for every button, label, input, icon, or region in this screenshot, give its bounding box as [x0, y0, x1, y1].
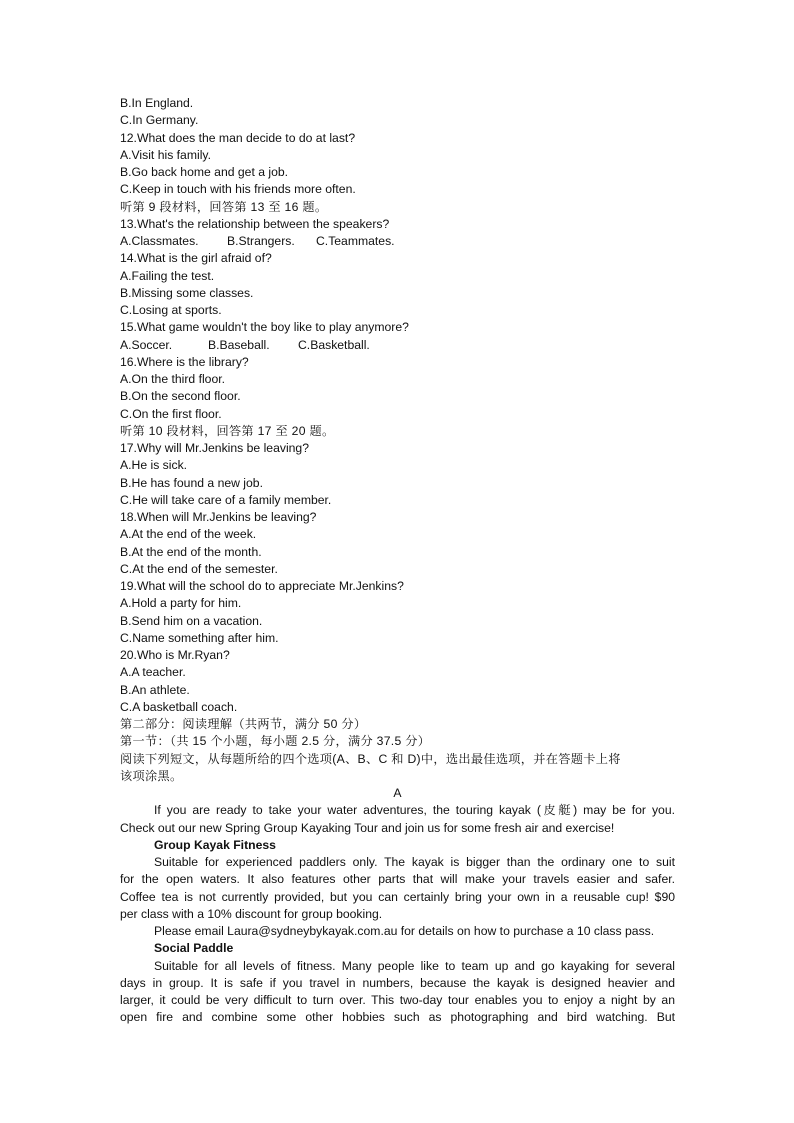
question-19: 19.What will the school do to appreciate Mr.Jenkins? — [120, 579, 404, 593]
reading-instruction: 阅读下列短文，从每题所给的四个选项(A、B、C 和 D)中，选出最佳选项，并在答题卡上将 — [120, 751, 621, 766]
paragraph-line: larger, it could be very difficult to turn over. This two-day tour enables you to enjoy a night by an — [120, 993, 675, 1007]
paragraph-line: for the open waters. It also features other parts that will make your travels easier and safer. — [120, 872, 675, 887]
text-line: A.Hold a party for him. — [120, 596, 242, 611]
text-line: C.Keep in touch with his friends more often. — [120, 182, 356, 197]
passage-intro-line: Check out our new Spring Group Kayaking Tour and join us for some fresh air and exercise! — [120, 820, 615, 835]
text-line: B.Send him on a vacation. — [120, 613, 263, 628]
section-instruction: 听第 9 段材料，回答第 13 至 16 题。 — [120, 199, 328, 214]
text-line: C.On the first floor. — [120, 406, 222, 421]
text-line: A.He is sick. — [120, 458, 188, 473]
heading-group-kayak-fitness: Group Kayak Fitness — [154, 837, 276, 852]
text-line: A.On the third floor. — [120, 372, 226, 386]
question-15: 15.What game wouldn't the boy like to play anymore? — [120, 320, 409, 335]
question-17: 17.Why will Mr.Jenkins be leaving? — [120, 441, 309, 455]
text-line: B.At the end of the month. — [120, 544, 262, 559]
paragraph-email-line: Please email Laura@sydneybykayak.com.au for details on how to purchase a 10 class pass. — [154, 924, 655, 938]
passage-intro-line: If you are ready to take your water adventures, the touring kayak (皮艇) may be for you. — [154, 803, 675, 818]
passage-letter: A — [393, 786, 402, 800]
text-line: B.On the second floor. — [120, 389, 241, 404]
question-13: 13.What's the relationship between the speakers? — [120, 216, 390, 231]
text-line: C.Losing at sports. — [120, 303, 222, 317]
question-20: 20.Who is Mr.Ryan? — [120, 648, 230, 662]
paragraph-line: per class with a 10% discount for group booking. — [120, 906, 383, 921]
heading-social-paddle: Social Paddle — [154, 941, 234, 956]
question-18: 18.When will Mr.Jenkins be leaving? — [120, 510, 317, 524]
question-16: 16.Where is the library? — [120, 354, 249, 369]
paragraph-line: Suitable for all levels of fitness. Many people like to team up and go kayaking for several — [154, 958, 675, 973]
question-13-options — [120, 233, 675, 250]
reading-instruction-cont: 该项涂黑。 — [120, 768, 183, 783]
option-c: C.Teammates. — [316, 234, 395, 248]
option-a: A.Classmates. — [120, 234, 199, 248]
section-one-heading: 第一节：（共 15 个小题，每小题 2.5 分，满分 37.5 分） — [120, 734, 431, 749]
option-b: B.Baseball. — [208, 337, 270, 352]
paragraph-line: Suitable for experienced paddlers only. The kayak is bigger than the ordinary one to suit — [154, 855, 675, 869]
part-two-heading: 第二部分：阅读理解（共两节，满分 50 分） — [120, 717, 367, 731]
question-14: 14.What is the girl afraid of? — [120, 251, 272, 266]
text-line: C.In Germany. — [120, 113, 199, 128]
option-b: B.Strangers. — [227, 234, 295, 248]
text-line: B.An athlete. — [120, 682, 190, 697]
text-line: C.At the end of the semester. — [120, 561, 278, 576]
text-line: A.Visit his family. — [120, 147, 211, 162]
section-instruction: 听第 10 段材料，回答第 17 至 20 题。 — [120, 423, 335, 438]
text-line: C.Name something after him. — [120, 630, 279, 645]
text-line: B.He has found a new job. — [120, 475, 263, 490]
paragraph-line: open fire and combine some other hobbies such as photographing and bird watching. But — [120, 1010, 675, 1025]
question-12: 12.What does the man decide to do at last? — [120, 130, 356, 145]
text-line: C.A basketball coach. — [120, 699, 238, 714]
text-line: C.He will take care of a family member. — [120, 492, 332, 507]
option-a: A.Soccer. — [120, 337, 173, 352]
text-line: A.A teacher. — [120, 665, 186, 680]
paragraph-line: Coffee tea is not currently provided, but you can certainly bring your own in a reusable cup! $90 — [120, 889, 675, 904]
document-body — [120, 95, 675, 1027]
text-line: B.Go back home and get a job. — [120, 165, 289, 179]
text-line: A.Failing the test. — [120, 268, 215, 283]
option-c: C.Basketball. — [298, 337, 370, 352]
question-15-options — [120, 337, 675, 354]
text-line: B.Missing some classes. — [120, 285, 254, 300]
paragraph-line: days in group. It is safe if you travel in numbers, because the kayak is designed heavier and — [120, 975, 675, 990]
text-line: B.In England. — [120, 96, 194, 110]
text-line: A.At the end of the week. — [120, 527, 257, 542]
